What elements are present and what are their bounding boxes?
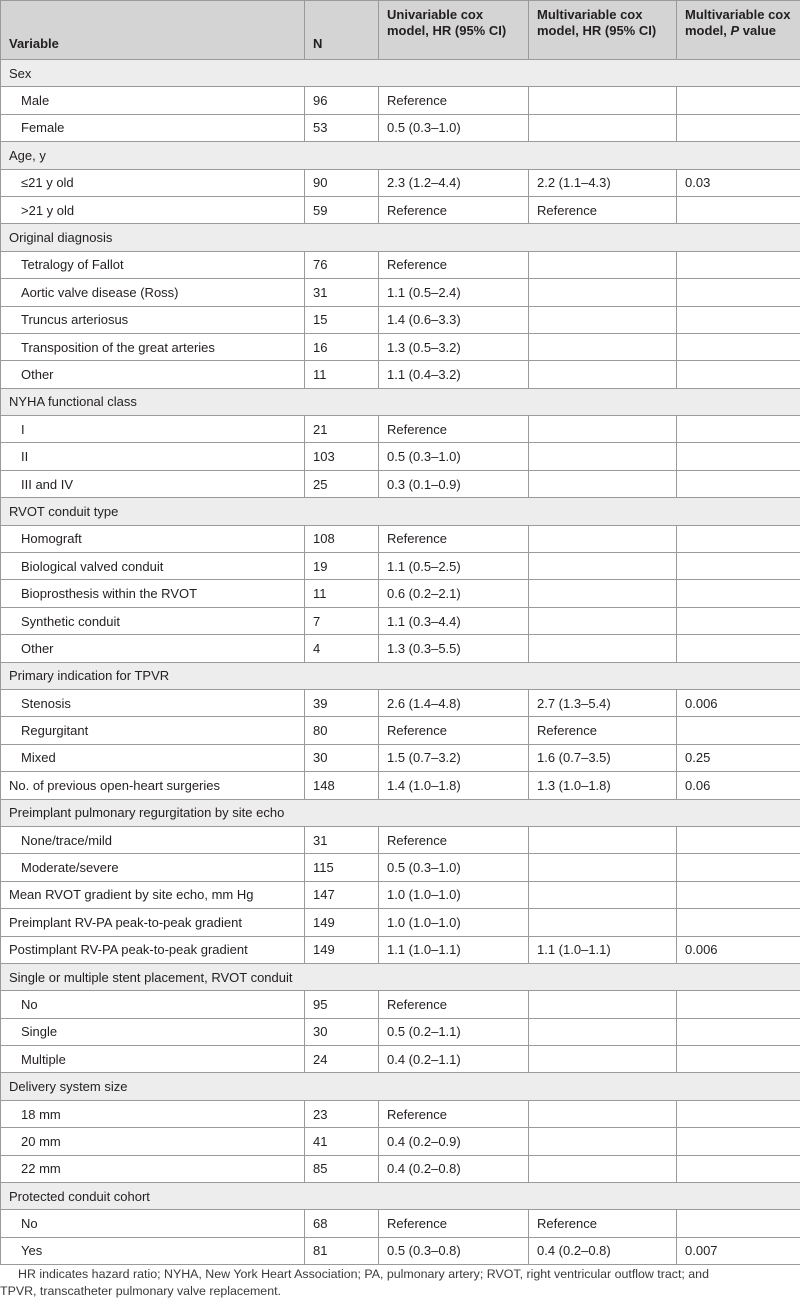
- table-group-row: [1, 662, 800, 689]
- multivariable-hr-cell: [529, 1155, 677, 1182]
- n-cell: 41: [305, 1128, 379, 1155]
- table-row: [1, 635, 800, 662]
- p-value-cell: [677, 333, 800, 360]
- multivariable-hr-cell: [529, 443, 677, 470]
- table-row: [1, 333, 800, 360]
- multivariable-hr-cell: [529, 470, 677, 497]
- footnote-line1: HR indicates hazard ratio; NYHA, New York Heart Association; PA, pulmonary artery; RVOT, right ventricular outflow tract; and: [18, 1267, 709, 1281]
- univariable-hr-cell: 2.3 (1.2–4.4): [379, 169, 529, 196]
- univariable-hr-cell: 1.1 (0.5–2.4): [379, 279, 529, 306]
- p-value-cell: [677, 87, 800, 114]
- multivariable-hr-cell: [529, 909, 677, 936]
- n-cell: 53: [305, 114, 379, 141]
- p-value-cell: [677, 443, 800, 470]
- header-univariable-line1: Univariable cox: [387, 7, 484, 22]
- p-value-cell: [677, 525, 800, 552]
- table-row: [1, 607, 800, 634]
- table-row: [1, 114, 800, 141]
- table-group-row: [1, 498, 800, 525]
- variable-cell: Yes: [1, 1237, 305, 1264]
- p-value-cell: [677, 1155, 800, 1182]
- variable-cell: Single: [1, 1018, 305, 1045]
- multivariable-hr-cell: [529, 1100, 677, 1127]
- table-footnote: [0, 1266, 800, 1300]
- univariable-hr-cell: 0.5 (0.3–1.0): [379, 443, 529, 470]
- univariable-hr-cell: 2.6 (1.4–4.8): [379, 689, 529, 716]
- table-row: [1, 251, 800, 278]
- n-cell: 39: [305, 689, 379, 716]
- variable-cell: 22 mm: [1, 1155, 305, 1182]
- variable-cell: Synthetic conduit: [1, 607, 305, 634]
- multivariable-hr-cell: [529, 1128, 677, 1155]
- header-p-line2c: value: [739, 23, 777, 38]
- header-multivariable-line1: Multivariable cox: [537, 7, 643, 22]
- p-value-cell: [677, 1210, 800, 1237]
- table-group-row: [1, 224, 800, 251]
- variable-cell: 18 mm: [1, 1100, 305, 1127]
- n-cell: 11: [305, 580, 379, 607]
- table-row: [1, 87, 800, 114]
- table-body: [1, 60, 800, 1265]
- multivariable-hr-cell: [529, 881, 677, 908]
- table-row: [1, 854, 800, 881]
- multivariable-hr-cell: [529, 87, 677, 114]
- header-univariable-line2: model, HR (95% CI): [387, 23, 507, 38]
- table-row: [1, 826, 800, 853]
- p-value-cell: [677, 114, 800, 141]
- multivariable-hr-cell: 2.2 (1.1–4.3): [529, 169, 677, 196]
- table-row: [1, 580, 800, 607]
- header-multivariable-p: [677, 1, 800, 60]
- p-value-cell: [677, 196, 800, 223]
- n-cell: 31: [305, 279, 379, 306]
- group-label: NYHA functional class: [1, 388, 800, 415]
- multivariable-hr-cell: [529, 826, 677, 853]
- multivariable-hr-cell: [529, 580, 677, 607]
- n-cell: 11: [305, 361, 379, 388]
- p-value-cell: [677, 1046, 800, 1073]
- p-value-cell: 0.25: [677, 744, 800, 771]
- header-univariable-hr: [379, 1, 529, 60]
- header-p-line2a: model,: [685, 23, 731, 38]
- univariable-hr-cell: Reference: [379, 991, 529, 1018]
- univariable-hr-cell: Reference: [379, 1210, 529, 1237]
- table-row: [1, 525, 800, 552]
- variable-cell: None/trace/mild: [1, 826, 305, 853]
- n-cell: 16: [305, 333, 379, 360]
- p-value-cell: [677, 854, 800, 881]
- univariable-hr-cell: 0.3 (0.1–0.9): [379, 470, 529, 497]
- p-value-cell: [677, 1128, 800, 1155]
- variable-cell: Stenosis: [1, 689, 305, 716]
- p-value-cell: [677, 607, 800, 634]
- table-row: [1, 361, 800, 388]
- multivariable-hr-cell: Reference: [529, 717, 677, 744]
- p-value-cell: 0.007: [677, 1237, 800, 1264]
- table-row: [1, 1128, 800, 1155]
- n-cell: 80: [305, 717, 379, 744]
- p-value-cell: [677, 1018, 800, 1045]
- table-row: [1, 279, 800, 306]
- univariable-hr-cell: Reference: [379, 87, 529, 114]
- table-group-row: [1, 963, 800, 990]
- table-row: [1, 717, 800, 744]
- n-cell: 149: [305, 909, 379, 936]
- header-p-line1: Multivariable cox: [685, 7, 791, 22]
- multivariable-hr-cell: [529, 251, 677, 278]
- univariable-hr-cell: 0.4 (0.2–1.1): [379, 1046, 529, 1073]
- group-label: Preimplant pulmonary regurgitation by site echo: [1, 799, 800, 826]
- table-group-row: [1, 142, 800, 169]
- univariable-hr-cell: 1.3 (0.5–3.2): [379, 333, 529, 360]
- group-label: RVOT conduit type: [1, 498, 800, 525]
- univariable-hr-cell: 1.5 (0.7–3.2): [379, 744, 529, 771]
- univariable-hr-cell: 1.0 (1.0–1.0): [379, 881, 529, 908]
- table-row: [1, 443, 800, 470]
- univariable-hr-cell: 0.4 (0.2–0.9): [379, 1128, 529, 1155]
- group-label: Delivery system size: [1, 1073, 800, 1100]
- multivariable-hr-cell: 1.3 (1.0–1.8): [529, 772, 677, 799]
- variable-cell: Other: [1, 635, 305, 662]
- table-row: [1, 1155, 800, 1182]
- variable-cell: Female: [1, 114, 305, 141]
- univariable-hr-cell: 1.4 (1.0–1.8): [379, 772, 529, 799]
- table-row: [1, 1100, 800, 1127]
- variable-cell: Tetralogy of Fallot: [1, 251, 305, 278]
- n-cell: 23: [305, 1100, 379, 1127]
- table-row: [1, 553, 800, 580]
- p-value-cell: [677, 909, 800, 936]
- table-row: [1, 196, 800, 223]
- univariable-hr-cell: Reference: [379, 251, 529, 278]
- variable-cell: Truncus arteriosus: [1, 306, 305, 333]
- n-cell: 148: [305, 772, 379, 799]
- table-header-row: [1, 1, 800, 60]
- n-cell: 30: [305, 1018, 379, 1045]
- p-value-cell: [677, 306, 800, 333]
- table-row: [1, 1046, 800, 1073]
- variable-cell: No: [1, 1210, 305, 1237]
- group-label: Primary indication for TPVR: [1, 662, 800, 689]
- n-cell: 68: [305, 1210, 379, 1237]
- n-cell: 7: [305, 607, 379, 634]
- table-group-row: [1, 1073, 800, 1100]
- p-value-cell: [677, 279, 800, 306]
- group-label: Protected conduit cohort: [1, 1183, 800, 1210]
- multivariable-hr-cell: 1.6 (0.7–3.5): [529, 744, 677, 771]
- variable-cell: Mean RVOT gradient by site echo, mm Hg: [1, 881, 305, 908]
- univariable-hr-cell: 1.3 (0.3–5.5): [379, 635, 529, 662]
- p-value-cell: [677, 881, 800, 908]
- multivariable-hr-cell: [529, 991, 677, 1018]
- multivariable-hr-cell: [529, 306, 677, 333]
- univariable-hr-cell: 1.4 (0.6–3.3): [379, 306, 529, 333]
- p-value-cell: [677, 416, 800, 443]
- n-cell: 19: [305, 553, 379, 580]
- group-label: Original diagnosis: [1, 224, 800, 251]
- univariable-hr-cell: 1.1 (0.4–3.2): [379, 361, 529, 388]
- table-row: [1, 881, 800, 908]
- variable-cell: No. of previous open-heart surgeries: [1, 772, 305, 799]
- multivariable-hr-cell: [529, 854, 677, 881]
- variable-cell: Mixed: [1, 744, 305, 771]
- group-label: Single or multiple stent placement, RVOT conduit: [1, 963, 800, 990]
- table-group-row: [1, 388, 800, 415]
- n-cell: 96: [305, 87, 379, 114]
- n-cell: 24: [305, 1046, 379, 1073]
- p-value-cell: [677, 991, 800, 1018]
- univariable-hr-cell: Reference: [379, 525, 529, 552]
- n-cell: 103: [305, 443, 379, 470]
- variable-cell: I: [1, 416, 305, 443]
- table-group-row: [1, 1183, 800, 1210]
- header-multivariable-hr: [529, 1, 677, 60]
- variable-cell: Male: [1, 87, 305, 114]
- n-cell: 15: [305, 306, 379, 333]
- variable-cell: Multiple: [1, 1046, 305, 1073]
- table-row: [1, 169, 800, 196]
- p-value-cell: [677, 635, 800, 662]
- multivariable-hr-cell: [529, 553, 677, 580]
- univariable-hr-cell: Reference: [379, 1100, 529, 1127]
- univariable-hr-cell: 0.5 (0.3–1.0): [379, 854, 529, 881]
- p-value-cell: [677, 826, 800, 853]
- p-value-cell: [677, 361, 800, 388]
- multivariable-hr-cell: 0.4 (0.2–0.8): [529, 1237, 677, 1264]
- n-cell: 147: [305, 881, 379, 908]
- variable-cell: ≤21 y old: [1, 169, 305, 196]
- group-label: Sex: [1, 60, 800, 87]
- variable-cell: Regurgitant: [1, 717, 305, 744]
- variable-cell: Bioprosthesis within the RVOT: [1, 580, 305, 607]
- univariable-hr-cell: 1.1 (0.5–2.5): [379, 553, 529, 580]
- table-row: [1, 689, 800, 716]
- variable-cell: Moderate/severe: [1, 854, 305, 881]
- table-row: [1, 909, 800, 936]
- table-row: [1, 991, 800, 1018]
- n-cell: 81: [305, 1237, 379, 1264]
- univariable-hr-cell: Reference: [379, 717, 529, 744]
- variable-cell: Postimplant RV-PA peak-to-peak gradient: [1, 936, 305, 963]
- p-value-cell: 0.03: [677, 169, 800, 196]
- table-row: [1, 306, 800, 333]
- table-row: [1, 470, 800, 497]
- header-p-italic: P: [730, 23, 740, 38]
- univariable-hr-cell: 0.4 (0.2–0.8): [379, 1155, 529, 1182]
- multivariable-hr-cell: [529, 1018, 677, 1045]
- variable-cell: Aortic valve disease (Ross): [1, 279, 305, 306]
- header-n: N: [305, 1, 379, 60]
- table-row: [1, 1018, 800, 1045]
- univariable-hr-cell: 1.1 (1.0–1.1): [379, 936, 529, 963]
- variable-cell: Biological valved conduit: [1, 553, 305, 580]
- n-cell: 115: [305, 854, 379, 881]
- multivariable-hr-cell: [529, 361, 677, 388]
- n-cell: 30: [305, 744, 379, 771]
- table-row: [1, 936, 800, 963]
- p-value-cell: [677, 251, 800, 278]
- n-cell: 85: [305, 1155, 379, 1182]
- p-value-cell: [677, 470, 800, 497]
- p-value-cell: [677, 1100, 800, 1127]
- univariable-hr-cell: Reference: [379, 196, 529, 223]
- n-cell: 31: [305, 826, 379, 853]
- multivariable-hr-cell: [529, 114, 677, 141]
- p-value-cell: [677, 553, 800, 580]
- footnote-line2: TPVR, transcatheter pulmonary valve replacement.: [0, 1284, 281, 1298]
- p-value-cell: [677, 580, 800, 607]
- variable-cell: No: [1, 991, 305, 1018]
- p-value-cell: 0.006: [677, 689, 800, 716]
- multivariable-hr-cell: [529, 416, 677, 443]
- n-cell: 108: [305, 525, 379, 552]
- table-group-row: [1, 799, 800, 826]
- n-cell: 90: [305, 169, 379, 196]
- univariable-hr-cell: Reference: [379, 826, 529, 853]
- table-row: [1, 772, 800, 799]
- n-cell: 25: [305, 470, 379, 497]
- univariable-hr-cell: 1.0 (1.0–1.0): [379, 909, 529, 936]
- n-cell: 21: [305, 416, 379, 443]
- table-row: [1, 416, 800, 443]
- multivariable-hr-cell: [529, 333, 677, 360]
- univariable-hr-cell: 0.5 (0.3–0.8): [379, 1237, 529, 1264]
- univariable-hr-cell: Reference: [379, 416, 529, 443]
- n-cell: 76: [305, 251, 379, 278]
- table-row: [1, 1210, 800, 1237]
- table-row: [1, 1237, 800, 1264]
- n-cell: 59: [305, 196, 379, 223]
- variable-cell: >21 y old: [1, 196, 305, 223]
- variable-cell: II: [1, 443, 305, 470]
- header-multivariable-line2: model, HR (95% CI): [537, 23, 657, 38]
- variable-cell: 20 mm: [1, 1128, 305, 1155]
- p-value-cell: 0.006: [677, 936, 800, 963]
- n-cell: 149: [305, 936, 379, 963]
- multivariable-hr-cell: Reference: [529, 1210, 677, 1237]
- multivariable-hr-cell: [529, 1046, 677, 1073]
- p-value-cell: 0.06: [677, 772, 800, 799]
- multivariable-hr-cell: [529, 279, 677, 306]
- univariable-hr-cell: 1.1 (0.3–4.4): [379, 607, 529, 634]
- multivariable-hr-cell: Reference: [529, 196, 677, 223]
- multivariable-hr-cell: 2.7 (1.3–5.4): [529, 689, 677, 716]
- variable-cell: Preimplant RV-PA peak-to-peak gradient: [1, 909, 305, 936]
- n-cell: 4: [305, 635, 379, 662]
- univariable-hr-cell: 0.5 (0.3–1.0): [379, 114, 529, 141]
- univariable-hr-cell: 0.6 (0.2–2.1): [379, 580, 529, 607]
- n-cell: 95: [305, 991, 379, 1018]
- multivariable-hr-cell: 1.1 (1.0–1.1): [529, 936, 677, 963]
- multivariable-hr-cell: [529, 607, 677, 634]
- p-value-cell: [677, 717, 800, 744]
- multivariable-hr-cell: [529, 635, 677, 662]
- variable-cell: III and IV: [1, 470, 305, 497]
- variable-cell: Other: [1, 361, 305, 388]
- group-label: Age, y: [1, 142, 800, 169]
- table-group-row: [1, 60, 800, 87]
- variable-cell: Homograft: [1, 525, 305, 552]
- variable-cell: Transposition of the great arteries: [1, 333, 305, 360]
- multivariable-hr-cell: [529, 525, 677, 552]
- univariable-hr-cell: 0.5 (0.2–1.1): [379, 1018, 529, 1045]
- table-row: [1, 744, 800, 771]
- header-variable: Variable: [1, 1, 305, 60]
